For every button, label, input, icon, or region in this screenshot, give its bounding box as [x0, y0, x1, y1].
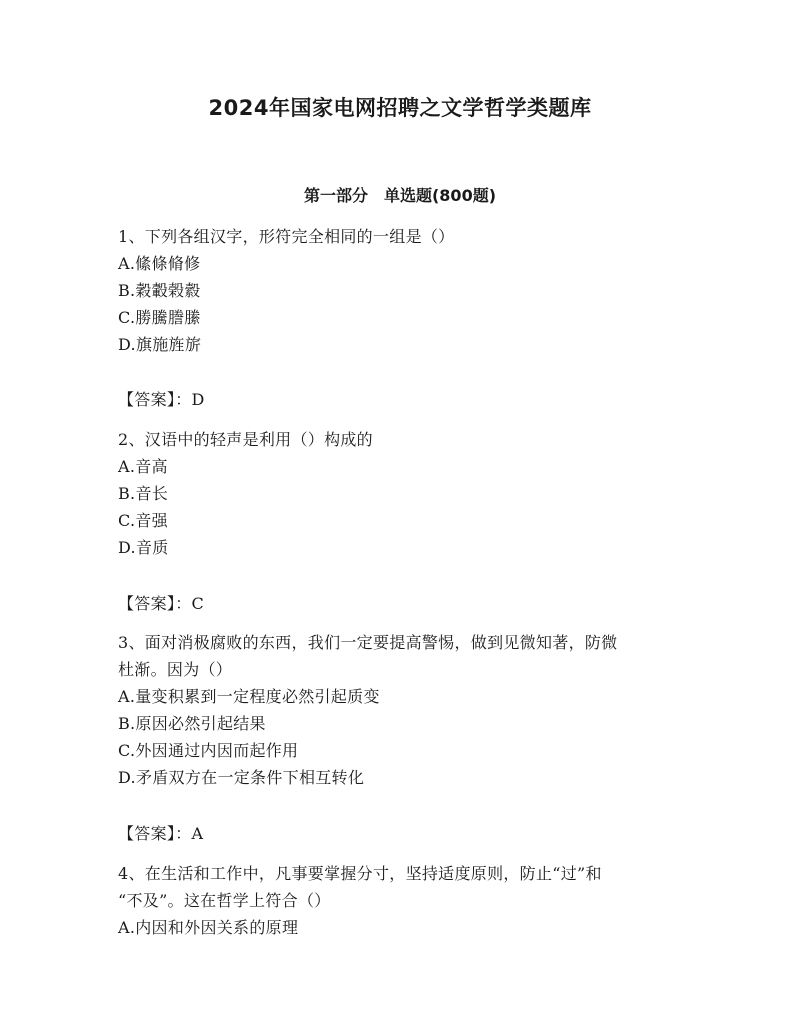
question-4-option-a: A.内因和外因关系的原理 [118, 918, 299, 937]
question-1-option-c: C.勝騰謄縢 [118, 308, 201, 327]
document-title: 2024年国家电网招聘之文学哲学类题库 [208, 96, 592, 120]
question-4-stem-line-2: “不及”。这在哲学上符合（） [118, 891, 331, 910]
question-2-option-a: A.音高 [118, 457, 168, 476]
question-1-stem: 1、下列各组汉字，形符完全相同的一组是（） [118, 227, 455, 246]
question-2-option-c: C.音强 [118, 511, 168, 530]
question-3-stem-line-1: 3、面对消极腐败的东西，我们一定要提高警惕，做到见微知著，防微 [118, 633, 618, 652]
question-2-stem: 2、汉语中的轻声是利用（）构成的 [118, 430, 373, 449]
question-3-answer: 【答案】：A [118, 824, 204, 843]
question-4-stem-line-1: 4、在生活和工作中，凡事要掌握分寸，坚持适度原则，防止“过”和 [118, 864, 602, 883]
question-1-option-a: A.絛條脩修 [118, 254, 201, 273]
question-3-stem-line-2: 杜渐。因为（） [118, 660, 233, 679]
question-3-option-a: A.量变积累到一定程度必然引起质变 [118, 687, 380, 706]
question-2-option-d: D.音质 [118, 538, 169, 557]
question-2-answer: 【答案】：C [118, 594, 205, 613]
question-1-answer: 【答案】：D [118, 390, 205, 409]
question-2-option-b: B.音长 [118, 484, 169, 503]
question-3-option-b: B.原因必然引起结果 [118, 714, 266, 733]
question-3-option-d: D.矛盾双方在一定条件下相互转化 [118, 768, 365, 787]
section-heading: 第一部分 单选题(800题) [303, 186, 497, 205]
question-3-option-c: C.外因通过内因而起作用 [118, 741, 299, 760]
question-1-option-b: B.穀轂榖縠 [118, 281, 201, 300]
question-1-option-d: D.旗施旌旂 [118, 335, 202, 354]
